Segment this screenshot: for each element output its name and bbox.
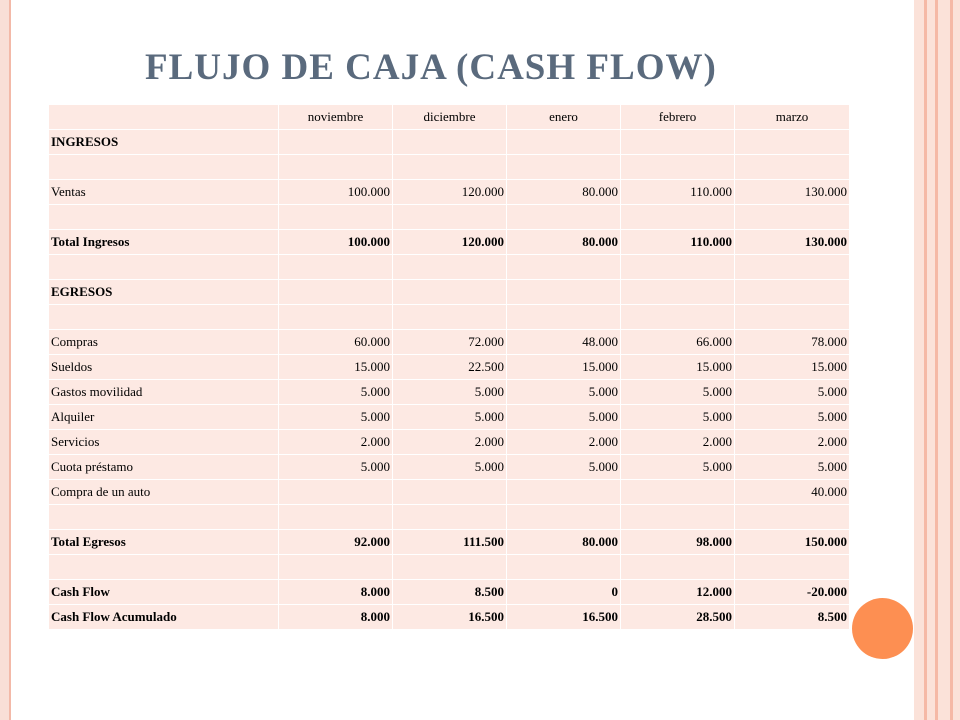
value-cell: 66.000	[621, 330, 735, 355]
left-decorative-line	[9, 0, 11, 720]
value-cell: 150.000	[735, 530, 850, 555]
row-label: Total Ingresos	[49, 230, 279, 255]
value-cell: 2.000	[621, 430, 735, 455]
value-cell	[279, 155, 393, 180]
value-cell: 98.000	[621, 530, 735, 555]
value-cell	[393, 155, 507, 180]
column-header-4: marzo	[735, 105, 850, 130]
table-row	[49, 255, 850, 280]
value-cell	[279, 280, 393, 305]
right-decorative-stripes	[914, 0, 960, 720]
value-cell: 5.000	[735, 380, 850, 405]
value-cell	[507, 205, 621, 230]
value-cell: 5.000	[735, 455, 850, 480]
value-cell	[735, 280, 850, 305]
table-row	[49, 405, 850, 430]
column-header-0: noviembre	[279, 105, 393, 130]
value-cell: 5.000	[393, 380, 507, 405]
value-cell	[279, 305, 393, 330]
table-row	[49, 555, 850, 580]
value-cell	[393, 480, 507, 505]
value-cell: 80.000	[507, 530, 621, 555]
value-cell: 5.000	[621, 455, 735, 480]
row-label: Sueldos	[49, 355, 279, 380]
value-cell	[507, 305, 621, 330]
row-label	[49, 255, 279, 280]
stripe	[914, 0, 924, 720]
value-cell	[393, 130, 507, 155]
row-label: Servicios	[49, 430, 279, 455]
value-cell: 8.500	[393, 580, 507, 605]
value-cell: 12.000	[621, 580, 735, 605]
value-cell: -20.000	[735, 580, 850, 605]
table-row	[49, 305, 850, 330]
row-label: Ventas	[49, 180, 279, 205]
value-cell: 2.000	[735, 430, 850, 455]
stripe	[927, 0, 935, 720]
page-title: FLUJO DE CAJA (CASH FLOW)	[145, 47, 717, 88]
value-cell: 120.000	[393, 230, 507, 255]
table-row	[49, 580, 850, 605]
value-cell: 2.000	[507, 430, 621, 455]
row-label: EGRESOS	[49, 280, 279, 305]
table-row	[49, 355, 850, 380]
header-corner-cell	[49, 105, 279, 130]
value-cell	[393, 255, 507, 280]
value-cell: 80.000	[507, 230, 621, 255]
value-cell: 5.000	[393, 455, 507, 480]
table-row	[49, 330, 850, 355]
value-cell: 5.000	[279, 405, 393, 430]
value-cell	[393, 305, 507, 330]
row-label: Cash Flow	[49, 580, 279, 605]
value-cell: 92.000	[279, 530, 393, 555]
value-cell: 2.000	[279, 430, 393, 455]
value-cell	[507, 555, 621, 580]
value-cell: 15.000	[279, 355, 393, 380]
table-row	[49, 180, 850, 205]
value-cell: 48.000	[507, 330, 621, 355]
row-label	[49, 305, 279, 330]
value-cell	[279, 205, 393, 230]
row-label	[49, 505, 279, 530]
value-cell: 5.000	[621, 380, 735, 405]
table-row	[49, 505, 850, 530]
value-cell: 130.000	[735, 180, 850, 205]
row-label: Compra de un auto	[49, 480, 279, 505]
cash-flow-table	[48, 104, 850, 630]
value-cell: 78.000	[735, 330, 850, 355]
stripe	[953, 0, 960, 720]
value-cell: 111.500	[393, 530, 507, 555]
row-label: Total Egresos	[49, 530, 279, 555]
value-cell: 120.000	[393, 180, 507, 205]
column-header-3: febrero	[621, 105, 735, 130]
value-cell	[393, 280, 507, 305]
header-row	[49, 105, 850, 130]
value-cell: 8.000	[279, 605, 393, 630]
cash-flow-table-container	[48, 104, 850, 630]
value-cell	[279, 505, 393, 530]
value-cell	[735, 130, 850, 155]
table-row	[49, 605, 850, 630]
value-cell: 100.000	[279, 180, 393, 205]
value-cell	[393, 205, 507, 230]
stripe	[938, 0, 950, 720]
row-label: Alquiler	[49, 405, 279, 430]
value-cell	[393, 555, 507, 580]
table-row	[49, 455, 850, 480]
value-cell: 16.500	[393, 605, 507, 630]
value-cell: 16.500	[507, 605, 621, 630]
value-cell	[735, 505, 850, 530]
value-cell	[621, 155, 735, 180]
value-cell: 60.000	[279, 330, 393, 355]
value-cell	[735, 155, 850, 180]
table-row	[49, 205, 850, 230]
value-cell	[507, 480, 621, 505]
table-row	[49, 155, 850, 180]
row-label	[49, 555, 279, 580]
value-cell	[621, 480, 735, 505]
row-label: Cash Flow Acumulado	[49, 605, 279, 630]
value-cell	[735, 205, 850, 230]
value-cell: 40.000	[735, 480, 850, 505]
column-header-2: enero	[507, 105, 621, 130]
value-cell	[507, 505, 621, 530]
value-cell	[621, 305, 735, 330]
value-cell	[393, 505, 507, 530]
value-cell: 130.000	[735, 230, 850, 255]
value-cell: 22.500	[393, 355, 507, 380]
value-cell	[621, 505, 735, 530]
row-label	[49, 205, 279, 230]
table-row	[49, 430, 850, 455]
row-label: INGRESOS	[49, 130, 279, 155]
decorative-circle	[852, 598, 913, 659]
value-cell: 15.000	[621, 355, 735, 380]
value-cell: 5.000	[279, 455, 393, 480]
value-cell: 110.000	[621, 180, 735, 205]
value-cell	[507, 280, 621, 305]
value-cell	[279, 555, 393, 580]
value-cell	[621, 280, 735, 305]
value-cell: 5.000	[507, 455, 621, 480]
row-label: Gastos movilidad	[49, 380, 279, 405]
value-cell	[507, 255, 621, 280]
value-cell	[735, 255, 850, 280]
value-cell: 5.000	[621, 405, 735, 430]
value-cell	[621, 555, 735, 580]
row-label: Compras	[49, 330, 279, 355]
row-label: Cuota préstamo	[49, 455, 279, 480]
table-row	[49, 280, 850, 305]
value-cell	[279, 130, 393, 155]
value-cell: 100.000	[279, 230, 393, 255]
value-cell: 28.500	[621, 605, 735, 630]
value-cell: 5.000	[393, 405, 507, 430]
table-row	[49, 530, 850, 555]
value-cell	[621, 130, 735, 155]
value-cell: 5.000	[279, 380, 393, 405]
value-cell	[507, 155, 621, 180]
table-row	[49, 480, 850, 505]
value-cell	[735, 555, 850, 580]
row-label	[49, 155, 279, 180]
value-cell: 5.000	[507, 405, 621, 430]
column-header-1: diciembre	[393, 105, 507, 130]
table-row	[49, 380, 850, 405]
value-cell: 8.000	[279, 580, 393, 605]
table-row	[49, 130, 850, 155]
value-cell	[621, 255, 735, 280]
table-row	[49, 230, 850, 255]
value-cell	[621, 205, 735, 230]
value-cell	[279, 480, 393, 505]
value-cell	[507, 130, 621, 155]
value-cell	[279, 255, 393, 280]
value-cell: 80.000	[507, 180, 621, 205]
value-cell: 72.000	[393, 330, 507, 355]
value-cell: 0	[507, 580, 621, 605]
value-cell	[735, 305, 850, 330]
value-cell: 110.000	[621, 230, 735, 255]
value-cell: 2.000	[393, 430, 507, 455]
value-cell: 15.000	[507, 355, 621, 380]
value-cell: 5.000	[507, 380, 621, 405]
value-cell: 15.000	[735, 355, 850, 380]
left-decorative-bar	[0, 0, 9, 720]
value-cell: 8.500	[735, 605, 850, 630]
value-cell: 5.000	[735, 405, 850, 430]
